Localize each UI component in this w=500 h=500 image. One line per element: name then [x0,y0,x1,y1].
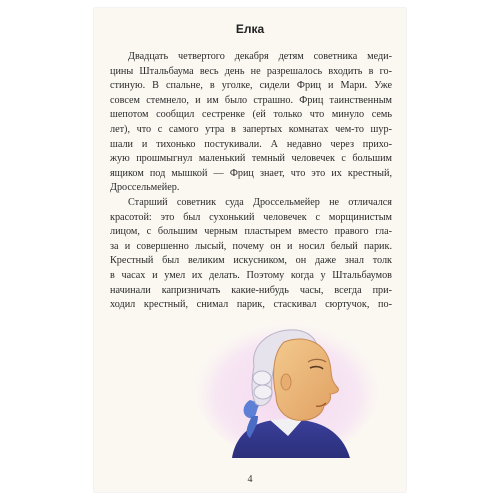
text-line: ящиком под мышкой — Фриц знает, что это их крестный, [110,167,392,179]
text-line: лицом, с большим черным пластырем вместо правого гла- [110,226,392,238]
text-line: лет), что с самого утра в запертых комнатах чем-то шур- [110,123,392,135]
text-line: Двадцать четвертого декабря детям советника меди- [128,51,392,62]
text-line: шепотом сообщил сестренке (ей только что минуло семь [110,109,392,121]
wig-curl-shape [254,385,272,399]
text-line: шали и тихонько постукивали. А недавно через прихо- [110,138,392,150]
drosselmeyer-illustration [192,308,382,458]
text-line: Старший советник суда Дроссельмейер не отличался [128,196,392,208]
text-line: в часах и умел их делать. Поэтому когда у Штальбаумов [110,269,392,281]
text-line: жую прошмыгнул маленький темный человечек с большим [110,153,392,165]
text-line: ходил крестный, снимал парик, стаскивал сюртучок, по- [110,299,392,311]
text-line: начинали капризничать какие-нибудь часы, всегда при- [110,284,392,296]
wig-curl-shape [253,371,271,385]
ear-shape [281,374,291,390]
text-line: Крестный был великим искусником, он даже знал толк [110,255,392,267]
text-line: цины Штальбаума весь день не разрешалось входить в го- [110,65,392,77]
chapter-title: Елка [235,22,265,36]
text-line: стиную. В спальне, в уголке, сидели Фриц и Мари. Уже [110,80,392,92]
page-number: 4 [247,474,253,485]
text-line: красотой: это был сухонький человечек с морщинистым [110,211,392,223]
text-line: Дроссельмейер. [110,182,180,194]
text-line: совсем стемнело, и им было страшно. Фриц таинственным [110,94,392,106]
text-line: за и совершенно лысый, почему он и носил белый парик. [110,240,392,252]
book-page [94,8,406,492]
body-text [110,50,392,313]
